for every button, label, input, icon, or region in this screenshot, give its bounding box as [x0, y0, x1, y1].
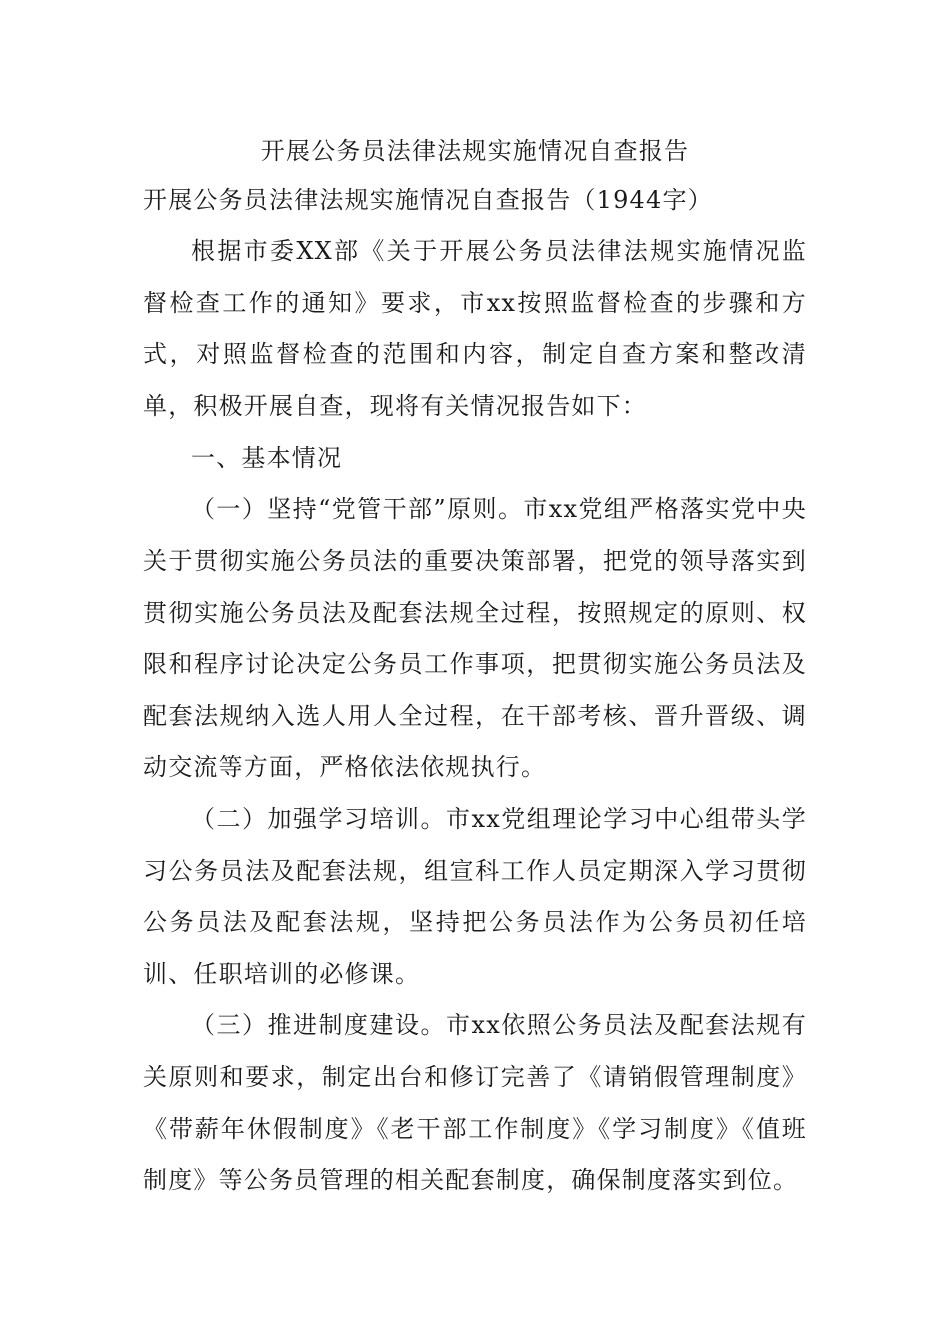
intro-paragraph: 根据市委XX部《关于开展公务员法律法规实施情况监督检查工作的通知》要求，市xx按照监督检查的步骤和方式，对照监督检查的范围和内容，制定自查方案和整改清单，积极开展自查，现将有关情况报告如下： — [143, 237, 807, 420]
paragraph-party-leadership: （一）坚持“党管干部”原则。市xx党组严格落实党中央关于贯彻实施公务员法的重要决策部署，把党的领导落实到贯彻实施公务员法及配套法规全过程，按照规定的原则、权限和程序讨论决定公务员工作事项，把贯彻实施公务员法及配套法规纳入选人用人全过程，在干部考核、晋升晋级、调动交流等方面，严格依法依规执行。 — [143, 495, 807, 782]
section-heading-basic-situation: 一、基本情况 — [191, 444, 343, 473]
paragraph-system-building: （三）推进制度建设。市xx依照公务员法及配套法规有关原则和要求，制定出台和修订完善了《请销假管理制度》《带薪年休假制度》《老干部工作制度》《学习制度》《值班制度》等公务员管理的相关配套制度，确保制度落实到位。 — [143, 1011, 807, 1195]
paragraph-study-training: （二）加强学习培训。市xx党组理论学习中心组带头学习公务员法及配套法规，组宣科工作人员定期深入学习贯彻公务员法及配套法规，坚持把公务员法作为公务员初任培训、任职培训的必修课。 — [143, 804, 807, 988]
document-body — [143, 128, 807, 1207]
document-subtitle: 开展公务员法律法规实施情况自查报告（1944字） — [143, 186, 713, 214]
document-title: 开展公务员法律法规实施情况自查报告 — [260, 137, 690, 165]
